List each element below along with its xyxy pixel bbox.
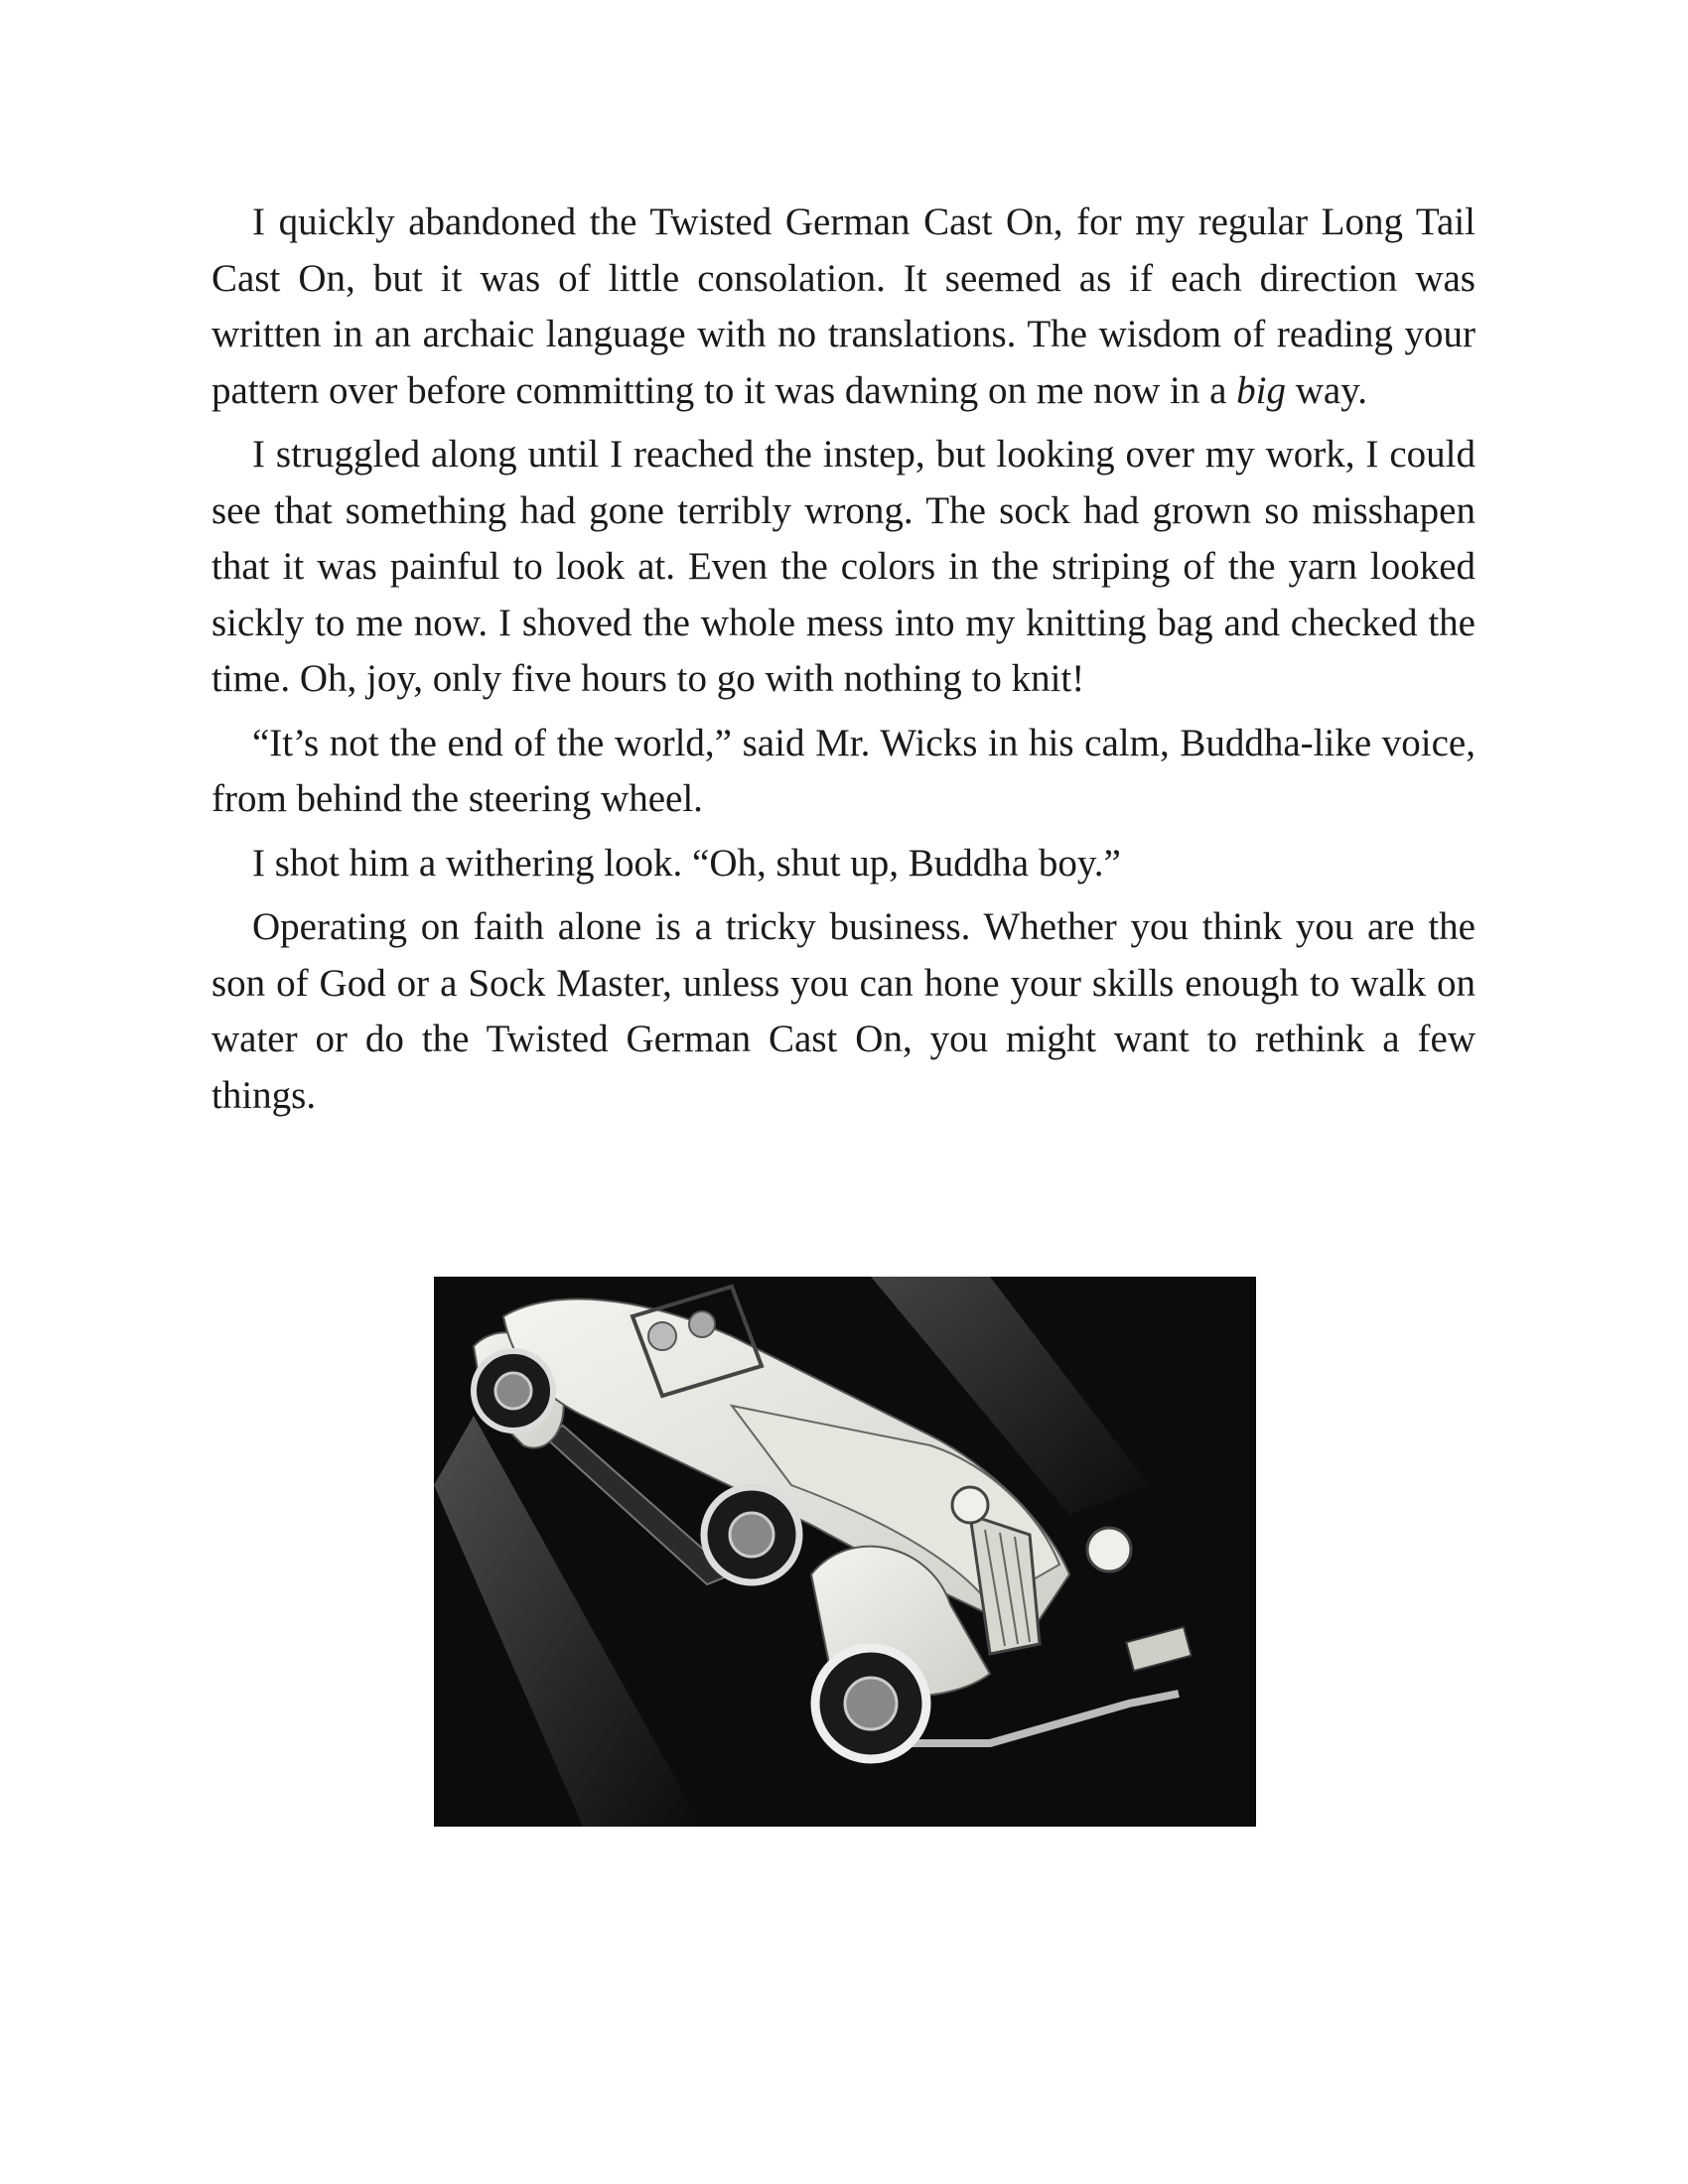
driver <box>648 1322 676 1350</box>
paragraph <box>211 716 1476 828</box>
body-text <box>211 195 1476 1132</box>
headlight <box>952 1487 988 1523</box>
paragraph <box>211 427 1476 708</box>
rear-wheel <box>474 1351 553 1431</box>
headlight <box>1087 1528 1131 1571</box>
text-run: “It’s not the end of the world,” said Mr. Wicks in his calm, Buddha-like voice, from behind the steering wheel. <box>211 721 1476 820</box>
paragraph <box>211 899 1476 1124</box>
middle-wheel <box>704 1487 799 1582</box>
car-drawing <box>434 1277 1256 1827</box>
text-run: I struggled along until I reached the instep, but looking over my work, I could see that something had gone terribly wrong. The sock had grown so misshapen that it was painful to look at. Even the colors in the striping of the yarn looked sickly to me now. I shoved the whole mess into my knitting bag and checked the time. Oh, joy, only five hours to go with nothing to knit! <box>211 433 1476 700</box>
text-run: I quickly abandoned the Twisted German Cast On, for my regular Long Tail Cast On, but it was of little consolation. It seemed as if each direction was written in an archaic language with no translations. The wisdom of reading your pattern over before committing to it was dawning on me now in a <box>211 201 1476 412</box>
vintage-car-illustration <box>434 1277 1256 1827</box>
text-run: Operating on faith alone is a tricky business. Whether you think you are the son of God or a Sock Master, unless you can hone your skills enough to walk on water or do the Twisted German Cast On, you might want to rethink a few things. <box>211 905 1476 1117</box>
passenger <box>689 1311 715 1337</box>
paragraph <box>211 195 1476 419</box>
text-run: way. <box>1286 368 1367 412</box>
front-wheel <box>815 1648 926 1759</box>
italic-text-run: big <box>1236 368 1287 412</box>
text-run: I shot him a withering look. “Oh, shut up, Buddha boy.” <box>252 841 1121 885</box>
paragraph <box>211 836 1476 892</box>
